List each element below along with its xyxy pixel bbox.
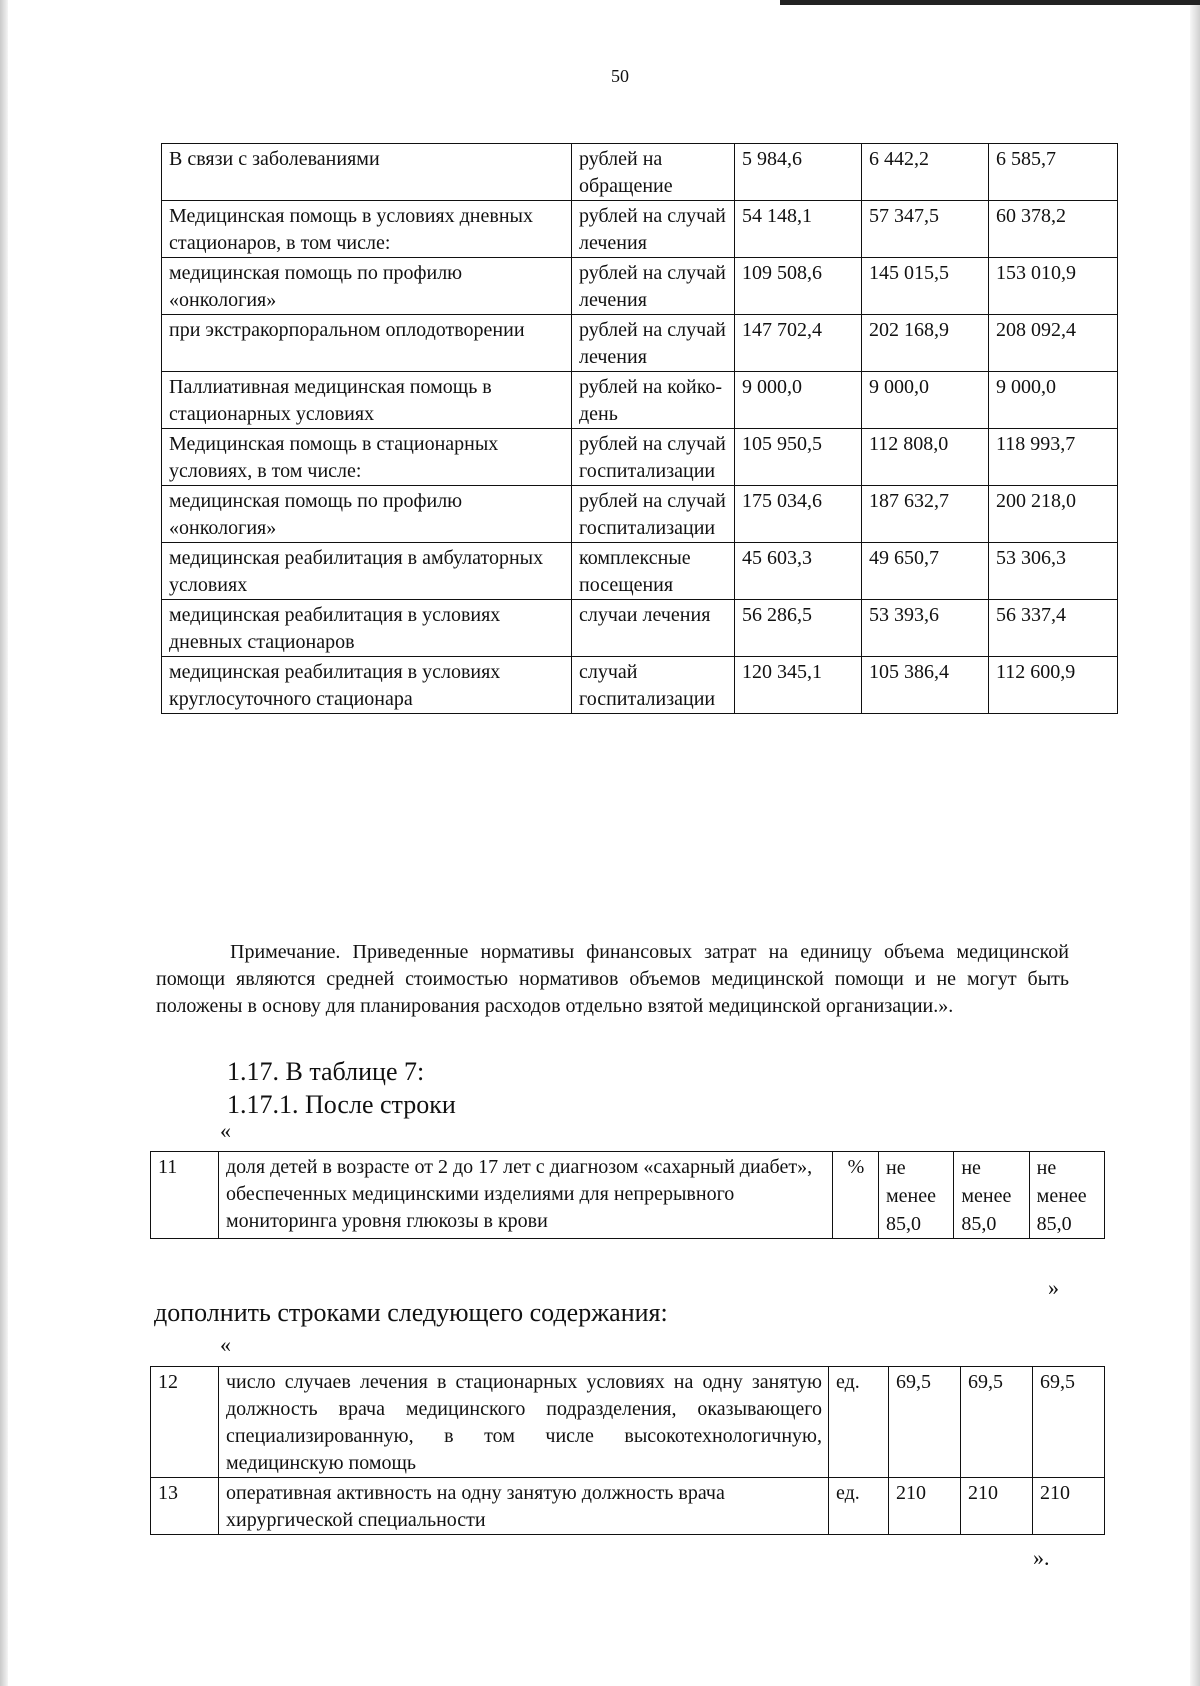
row-value-2: 202 168,9 <box>862 315 989 372</box>
scan-edge-right <box>1190 0 1200 1686</box>
table-row <box>162 315 1118 372</box>
table-row <box>162 543 1118 600</box>
table-row <box>162 144 1118 201</box>
page-number: 50 <box>611 66 629 86</box>
row-number: 11 <box>151 1152 219 1239</box>
row-name: медицинская реабилитация в условиях круглосуточного стационара <box>162 657 572 714</box>
row-value-2: 145 015,5 <box>862 258 989 315</box>
indicator-value-2: не менее 85,0 <box>954 1152 1029 1239</box>
row-name: при экстракорпоральном оплодотворении <box>162 315 572 372</box>
row-value-1: 120 345,1 <box>735 657 862 714</box>
indicator-unit: ед. <box>829 1367 889 1478</box>
row-value-3: 200 218,0 <box>989 486 1118 543</box>
row-value-3: 9 000,0 <box>989 372 1118 429</box>
row-value-3: 153 010,9 <box>989 258 1118 315</box>
table-row <box>162 258 1118 315</box>
row-value-3: 53 306,3 <box>989 543 1118 600</box>
row-unit: случаи лечения <box>572 600 735 657</box>
table-note <box>156 939 1069 1020</box>
indicator-unit: % <box>833 1152 879 1239</box>
row-unit: рублей на случай госпитализации <box>572 429 735 486</box>
row-unit: рублей на случай лечения <box>572 315 735 372</box>
row-value-2: 6 442,2 <box>862 144 989 201</box>
scan-top-rule <box>780 0 1200 5</box>
row-value-3: 60 378,2 <box>989 201 1118 258</box>
table-row <box>151 1367 1105 1478</box>
indicator-value-3: 210 <box>1033 1478 1105 1535</box>
table-row <box>151 1152 1105 1239</box>
indicator-unit: ед. <box>829 1478 889 1535</box>
table-row <box>162 486 1118 543</box>
scan-edge-left <box>0 0 8 1686</box>
row-unit: рублей на случай лечения <box>572 258 735 315</box>
table-row <box>162 201 1118 258</box>
indicator-value-3: 69,5 <box>1033 1367 1105 1478</box>
row-value-3: 118 993,7 <box>989 429 1118 486</box>
row-name: медицинская помощь по профилю «онкология» <box>162 258 572 315</box>
row-value-1: 109 508,6 <box>735 258 862 315</box>
row-name: медицинская реабилитация в условиях дневных стационаров <box>162 600 572 657</box>
table-row <box>162 429 1118 486</box>
row-unit: рублей на случай госпитализации <box>572 486 735 543</box>
row-value-2: 57 347,5 <box>862 201 989 258</box>
row-value-2: 187 632,7 <box>862 486 989 543</box>
table-row <box>162 372 1118 429</box>
indicator-table-row-11 <box>150 1151 1105 1239</box>
quote-open-2: « <box>220 1332 231 1357</box>
row-value-2: 112 808,0 <box>862 429 989 486</box>
section-heading-1-17: 1.17. В таблице 7: <box>227 1057 425 1086</box>
append-instruction: дополнить строками следующего содержания: <box>154 1298 668 1327</box>
row-value-1: 175 034,6 <box>735 486 862 543</box>
quote-close-final: ». <box>1033 1545 1050 1570</box>
indicator-name: оперативная активность на одну занятую должность врача хирургической специальности <box>219 1478 829 1535</box>
row-value-1: 5 984,6 <box>735 144 862 201</box>
table-row <box>162 600 1118 657</box>
row-unit: рублей на койко-день <box>572 372 735 429</box>
row-unit: рублей на обращение <box>572 144 735 201</box>
row-unit: рублей на случай лечения <box>572 201 735 258</box>
row-value-1: 105 950,5 <box>735 429 862 486</box>
indicator-name: доля детей в возрасте от 2 до 17 лет с диагнозом «сахарный диабет», обеспеченных медицинскими изделиями для непрерывного мониторинга уровня глюкозы в крови <box>219 1152 833 1239</box>
cost-standards-table <box>161 143 1118 714</box>
row-value-2: 49 650,7 <box>862 543 989 600</box>
quote-open-1: « <box>220 1118 231 1143</box>
row-value-3: 112 600,9 <box>989 657 1118 714</box>
indicator-value-1: 69,5 <box>889 1367 961 1478</box>
row-number: 13 <box>151 1478 219 1535</box>
row-name: В связи с заболеваниями <box>162 144 572 201</box>
row-value-1: 147 702,4 <box>735 315 862 372</box>
row-value-2: 9 000,0 <box>862 372 989 429</box>
row-name: Медицинская помощь в стационарных условиях, в том числе: <box>162 429 572 486</box>
row-unit: случай госпитализации <box>572 657 735 714</box>
row-value-1: 45 603,3 <box>735 543 862 600</box>
row-name: Медицинская помощь в условиях дневных стационаров, в том числе: <box>162 201 572 258</box>
row-value-1: 54 148,1 <box>735 201 862 258</box>
indicator-value-1: не менее 85,0 <box>879 1152 954 1239</box>
row-value-3: 6 585,7 <box>989 144 1118 201</box>
row-value-1: 56 286,5 <box>735 600 862 657</box>
row-value-3: 56 337,4 <box>989 600 1118 657</box>
indicator-value-3: не менее 85,0 <box>1029 1152 1104 1239</box>
row-value-3: 208 092,4 <box>989 315 1118 372</box>
row-value-2: 53 393,6 <box>862 600 989 657</box>
note-text: Примечание. Приведенные нормативы финансовых затрат на единицу объема медицинской помощи являются средней стоимостью нормативов объемов медицинской помощи и не могут быть положены в основу для планирования расходов отдельно взятой медицинской организации.». <box>156 941 1069 1017</box>
indicator-value-1: 210 <box>889 1478 961 1535</box>
row-name: Паллиативная медицинская помощь в стационарных условиях <box>162 372 572 429</box>
table-row <box>151 1478 1105 1535</box>
indicator-value-2: 210 <box>961 1478 1033 1535</box>
row-number: 12 <box>151 1367 219 1478</box>
row-unit: комплексные посещения <box>572 543 735 600</box>
indicator-value-2: 69,5 <box>961 1367 1033 1478</box>
row-value-1: 9 000,0 <box>735 372 862 429</box>
row-value-2: 105 386,4 <box>862 657 989 714</box>
table-row <box>162 657 1118 714</box>
row-name: медицинская помощь по профилю «онкология» <box>162 486 572 543</box>
quote-close-1: » <box>1048 1275 1059 1300</box>
indicator-name: число случаев лечения в стационарных условиях на одну занятую должность врача медицинского подразделения, оказывающего специализированную, в том числе высокотехнологичную, медицинскую помощь <box>219 1367 829 1478</box>
section-heading-1-17-1: 1.17.1. После строки <box>227 1090 456 1119</box>
row-name: медицинская реабилитация в амбулаторных условиях <box>162 543 572 600</box>
new-indicator-rows-table <box>150 1366 1105 1535</box>
